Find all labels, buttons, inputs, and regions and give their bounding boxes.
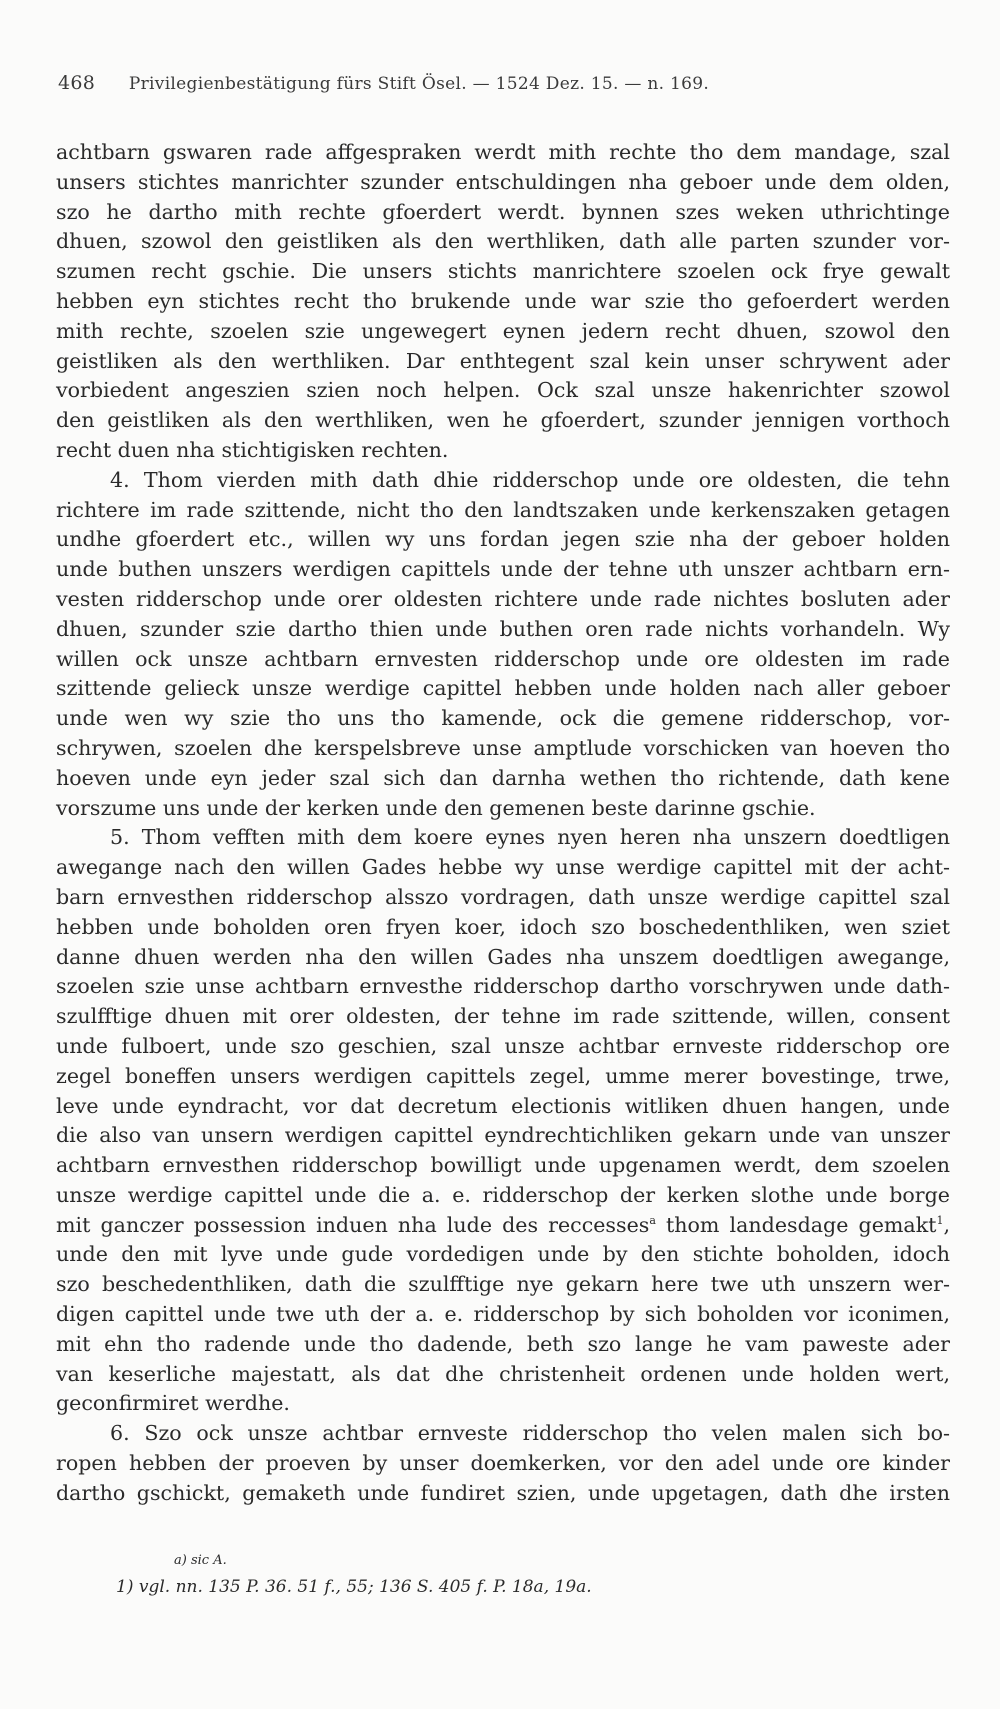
footnote-1-label: 1) [116,1577,134,1597]
footnote-marker-1: 1 [936,1213,944,1227]
text-line: szulfftige dhuen mit orer oldesten, der tehne im rade szittende, willen, consent [56,1004,950,1029]
text-segment: mit ganczer possession induen nha lude des reccesses [56,1212,650,1237]
body-text [56,138,950,1509]
text-line: schrywen, szoelen dhe kerspelsbreve unse amptlude vorschicken van hoeven tho [56,735,950,760]
text-line: vorszume uns unde der kerken unde den gemenen beste darinne gschie. [56,795,816,820]
text-line: awegange nach den willen Gades hebbe wy unse werdige capittel mit der acht- [56,855,950,880]
text-line: danne dhuen werden nha den willen Gades nha unszem doedtligen awegange, [56,944,950,969]
text-line: mith rechte, szoelen szie ungewegert eynen jedern recht dhuen, szowol den [56,318,950,343]
text-line: szo beschedenthliken, dath die szulfftige nye gekarn here twe uth unszern wer- [56,1272,950,1297]
text-line: geistliken als den werthliken. Dar enthtegent szal kein unser schrywent ader [56,348,950,373]
footnote-1-text: vgl. nn. 135 P. 36. 51 f., 55; 136 S. 405 f. P. 18a, 19a. [138,1577,592,1597]
text-line: mit ehn tho radende unde tho dadende, beth szo lange he vam paweste ader [56,1331,950,1356]
text-line: undhe gfoerdert etc., willen wy uns fordan jegen szie nha der geboer holden [56,527,950,552]
text-line: geconfirmiret werdhe. [56,1391,290,1416]
text-line: unde wen wy szie tho uns tho kamende, ock die gemene ridderschop, vor- [56,706,950,731]
text-line-with-notes [56,1211,950,1241]
footnote-a-label: a) [174,1553,187,1568]
text-line: hoeven unde eyn jeder szal sich dan darnha wethen tho richtende, dath kene [56,765,950,790]
text-segment: thom landesdage gemakt [655,1212,937,1237]
footnote-marker-a: a [649,1213,656,1227]
text-line: den geistliken als den werthliken, wen he gfoerdert, szunder jennigen vorthoch [56,408,950,433]
footnote-a-text: sic A. [190,1553,227,1568]
text-line: dartho gschickt, gemaketh unde fundiret szien, unde upgetagen, dath dhe irsten [56,1480,950,1505]
running-header [58,72,940,94]
text-segment: , [943,1212,950,1237]
text-line: achtbarn ernvesthen ridderschop bowilligt unde upgenamen werdt, dem szoelen [56,1153,950,1178]
text-line: hebben eyn stichtes recht tho brukende unde war szie tho gefoerdert werden [56,288,950,313]
section-6-start: 6. Szo ock unsze achtbar ernveste ridderschop tho velen malen sich bo- [110,1421,950,1446]
text-line: barn ernvesthen ridderschop alsszo vordragen, dath unsze werdige capittel szal [56,884,950,909]
text-line: ropen hebben der proeven by unser doemkerken, vor den adel unde ore kinder [56,1451,950,1476]
page-number: 468 [58,72,96,94]
text-line: die also van unsern werdigen capittel eyndrechtichliken gekarn unde van unszer [56,1123,950,1148]
text-line: unde den mit lyve unde gude vordedigen unde by den stichte boholden, idoch [56,1242,950,1267]
text-line: achtbarn gswaren rade affgespraken werdt mith rechte tho dem mandage, szal [56,140,950,164]
text-line: digen capittel unde twe uth der a. e. ridderschop by sich boholden vor iconimen, [56,1302,950,1327]
running-title: Privilegienbestätigung fürs Stift Ösel. — 1524 Dez. 15. — n. 169. [128,74,710,94]
text-line: vesten ridderschop unde orer oldesten richtere unde rade nichtes bosluten ader [56,586,950,611]
text-line: szumen recht gschie. Die unsers stichts manrichtere szoelen ock frye gewalt [56,259,950,284]
text-line: unsze werdige capittel unde die a. e. ridderschop der kerken slothe unde borge [56,1182,950,1207]
footnote-1 [112,1574,950,1600]
text-line: hebben unde boholden oren fryen koer, idoch szo boschedenthliken, wen sziet [56,914,950,939]
text-line: richtere im rade szittende, nicht tho den landtszaken unde kerkenszaken getagen [56,497,950,522]
text-line: vorbiedent angeszien szien noch helpen. Ock szal unsze hakenrichter szowol [56,378,950,403]
text-line: unsers stichtes manrichter szunder entschuldingen nha geboer unde dem olden, [56,169,950,194]
text-line: szo he dartho mith rechte gfoerdert werdt. bynnen szes weken uthrichtinge [56,199,950,224]
footnotes [112,1548,950,1600]
text-line: van keserliche majestatt, als dat dhe christenheit ordenen unde holden wert, [56,1361,950,1386]
text-line: szoelen szie unse achtbarn ernvesthe ridderschop dartho vorschrywen unde dath- [56,974,950,999]
section-4-start: 4. Thom vierden mith dath dhie ridderschop unde ore oldesten, die tehn [110,467,950,492]
text-line: willen ock unsze achtbarn ernvesten ridderschop unde ore oldesten im rade [56,646,950,671]
text-line: szittende gelieck unsze werdige capittel hebben unde holden nach aller geboer [56,676,950,701]
text-line: dhuen, szowol den geistliken als den werthliken, dath alle parten szunder vor- [56,229,950,254]
text-line: recht duen nha stichtigisken rechten. [56,437,449,462]
text-line: unde fulboert, unde szo geschien, szal unsze achtbar ernveste ridderschop ore [56,1033,950,1058]
text-line: unde buthen unszers werdigen capittels unde der tehne uth unszer achtbarn ern- [56,557,950,582]
text-line: dhuen, szunder szie dartho thien unde buthen oren rade nichts vorhandeln. Wy [56,616,950,641]
text-line: leve unde eyndracht, vor dat decretum electionis witliken dhuen hangen, unde [56,1093,950,1118]
text-line: zegel boneffen unsers werdigen capittels zegel, umme merer bovestinge, trwe, [56,1063,950,1088]
section-5-start: 5. Thom vefften mith dem koere eynes nyen heren nha unszern doedtligen [110,825,950,850]
footnote-a [112,1548,950,1574]
